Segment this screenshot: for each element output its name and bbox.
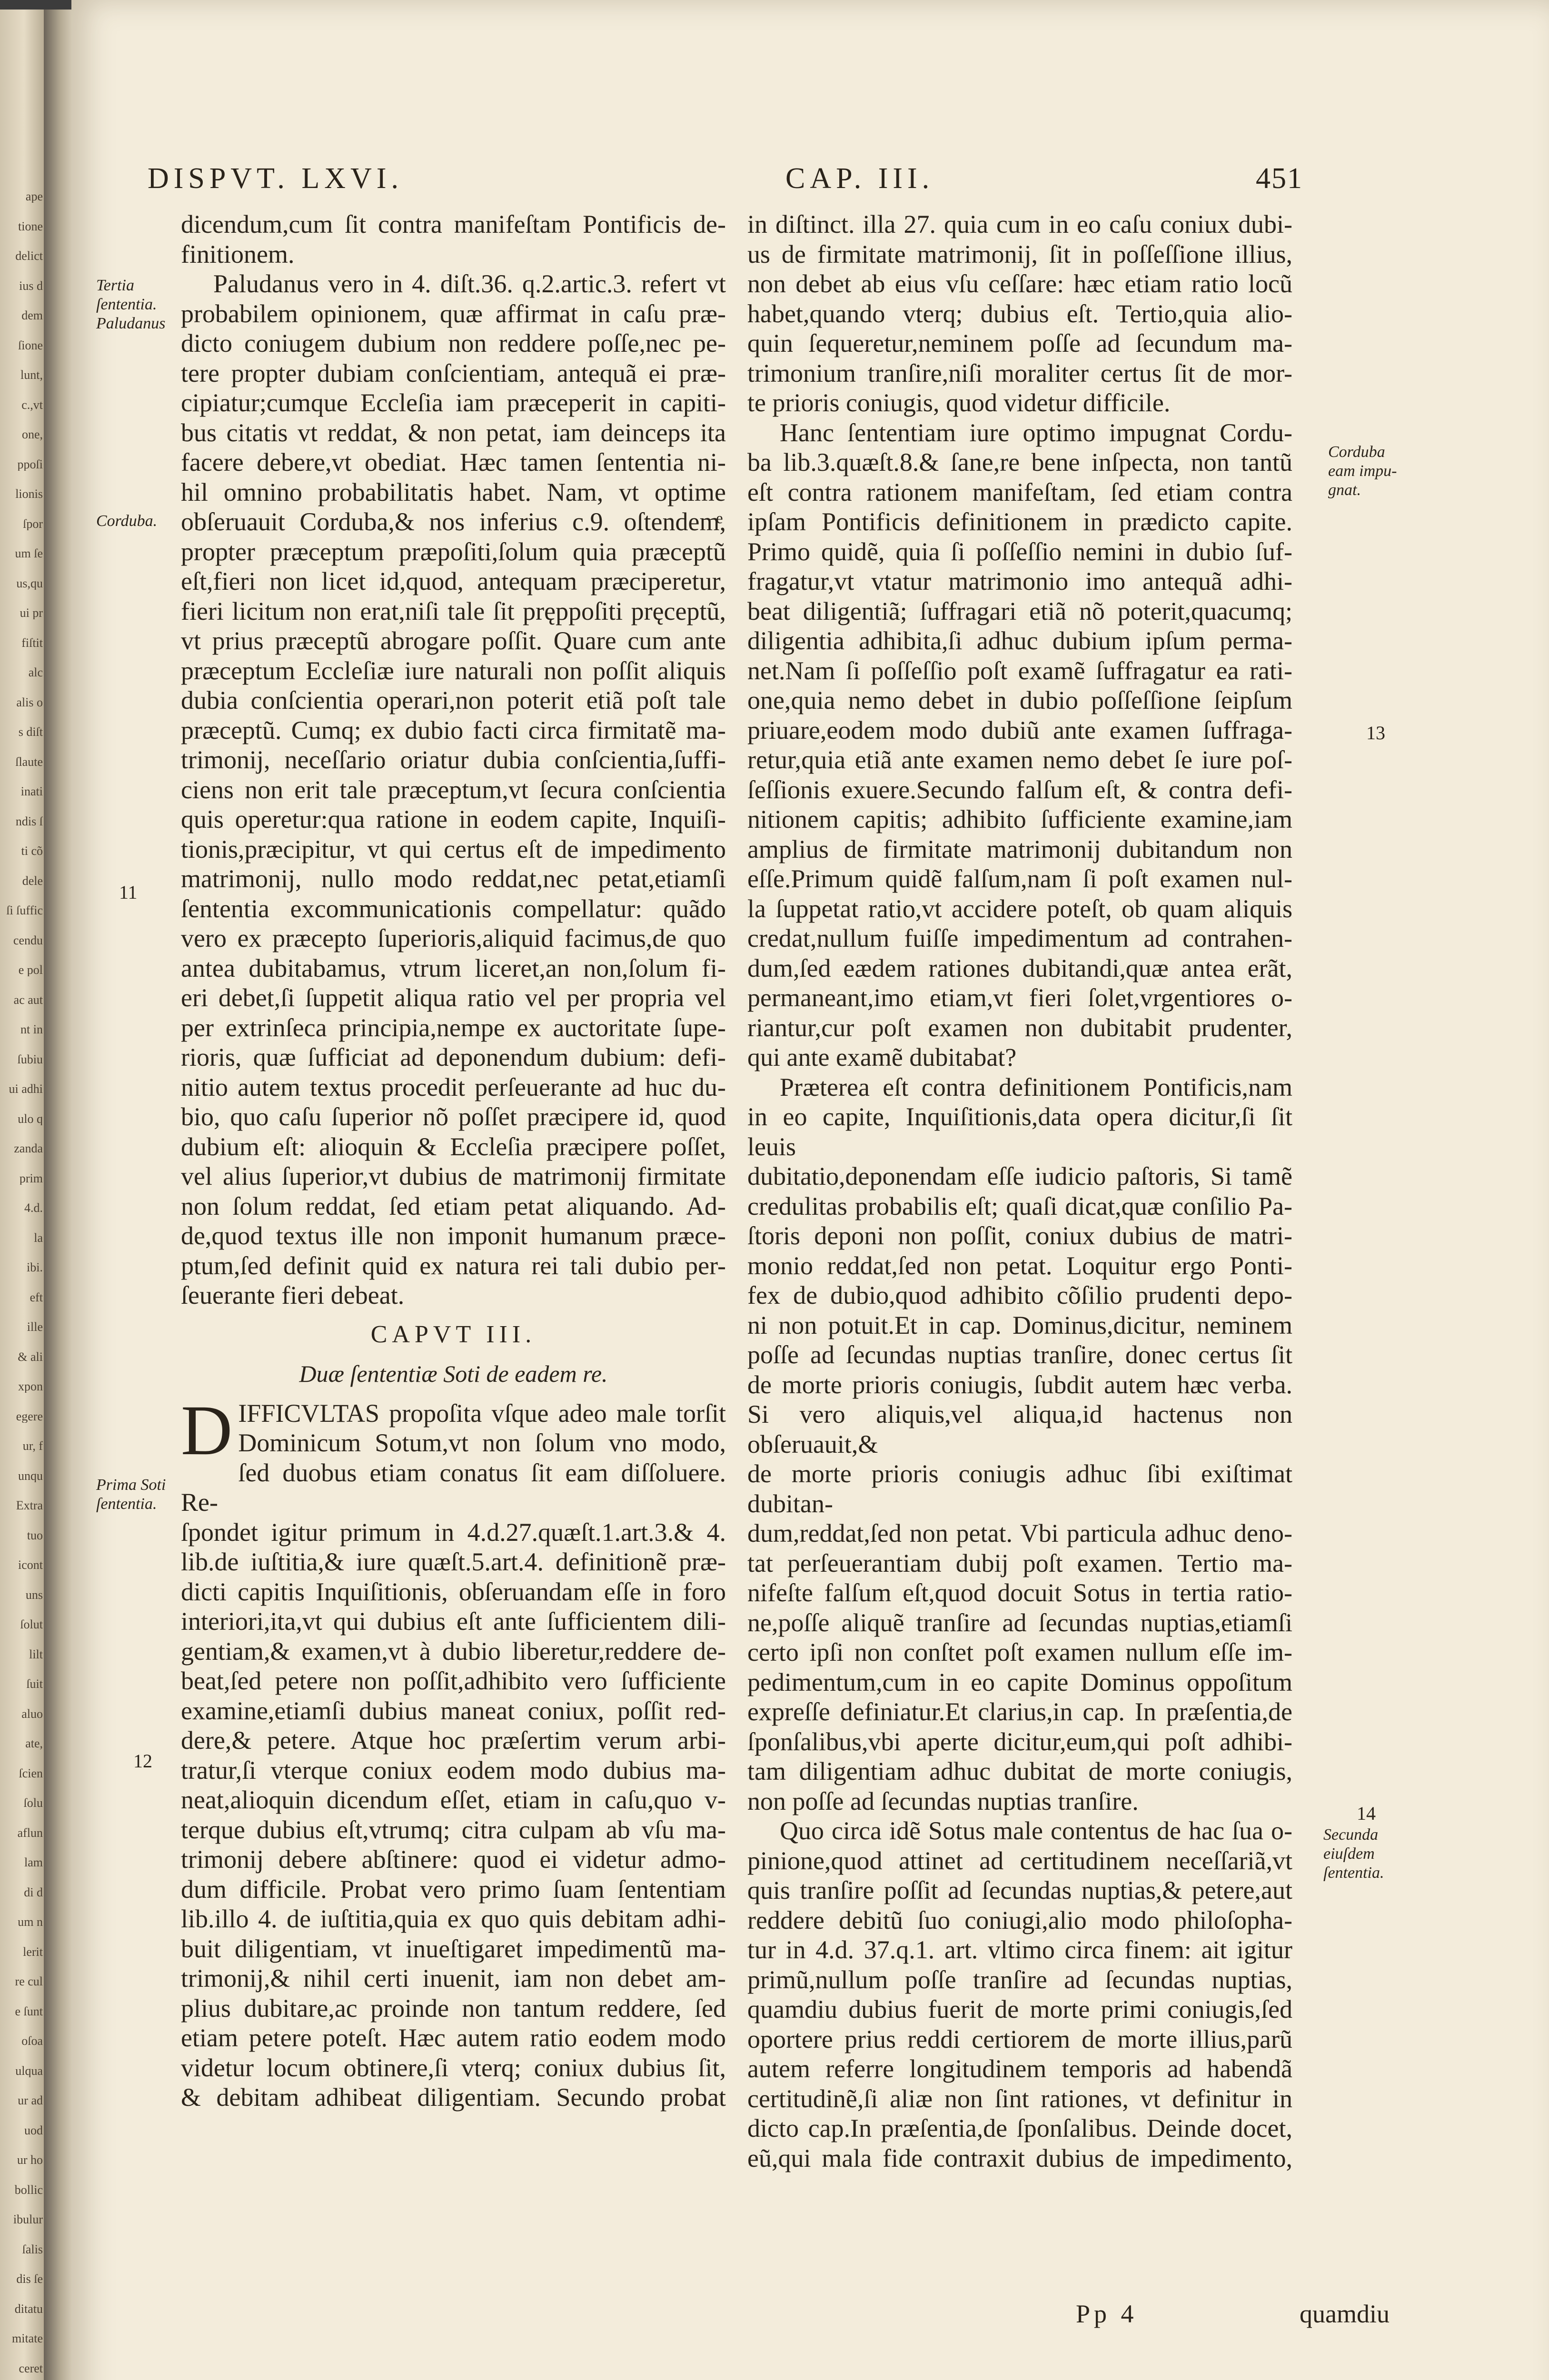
text-line: fragatur,vt vtatur matrimonio imo antequã adhi- bbox=[747, 567, 1292, 595]
text-line: in diſtinct. illa 27. quia cum in eo caſu coniux dubi- bbox=[747, 210, 1292, 238]
running-head-left: DISPVT. LXVI. bbox=[148, 162, 403, 195]
text-line: Præterea eſt contra definitionem Pontificis,nam bbox=[780, 1072, 1292, 1101]
text-line: beat diligentiã; ſuffragari etiã nõ poterit,quacumq; bbox=[747, 596, 1292, 625]
text-line: interiori,ita,vt qui dubius eſt ante ſufficientem dili- bbox=[181, 1607, 726, 1636]
text-line: antea dubitabamus, vtrum liceret,an non,ſolum fi- bbox=[181, 953, 726, 982]
previous-page-fragment: bollic bbox=[14, 2183, 43, 2196]
previous-page-fragment: di d bbox=[24, 1886, 43, 1899]
previous-page-fragment: nt in bbox=[20, 1023, 43, 1036]
text-line: nitionem capitis; adhibito ſufficiente examine,iam bbox=[747, 805, 1292, 833]
text-line: eſt,fieri non licet id,quod, antequam præciperetur, bbox=[181, 567, 726, 595]
text-line: examine,etiamſi dubius maneat coniux, poſſit red- bbox=[181, 1696, 726, 1725]
previous-page-fragment: ur ad bbox=[18, 2094, 43, 2107]
text-line: dubium eſt: alioquin & Eccleſia præcipere poſſet, bbox=[181, 1132, 726, 1161]
previous-page-fragment: re cul bbox=[15, 1975, 43, 1988]
previous-page-fragment: lunt, bbox=[20, 369, 43, 381]
previous-page-fragment: ſuit bbox=[26, 1678, 43, 1690]
previous-page-fragment: ſione bbox=[18, 339, 43, 352]
previous-page-fragment: xpon bbox=[18, 1380, 43, 1393]
right-column bbox=[747, 209, 1292, 2173]
left-column bbox=[181, 209, 726, 2112]
margin-note-prima-soti: Prima Soti ſententia. bbox=[96, 1476, 166, 1513]
drop-cap: D bbox=[181, 1390, 233, 1470]
opening-line: ſed duobus etiam conatus ſit eam diſſoluere. Re- bbox=[181, 1458, 726, 1517]
text-line: non poſſe ad ſecundas nuptias tranſire. bbox=[747, 1786, 1139, 1815]
text-line: fieri licitum non erat,niſi tale ſit pręppoſiti pręceptũ, bbox=[181, 596, 726, 625]
text-line: Si vero aliquis,vel aliqua,id hactenus non obſeruauit,& bbox=[747, 1400, 1292, 1458]
text-line: de,quod textus ille non imponit humanum præce- bbox=[181, 1221, 726, 1250]
previous-page-fragment: dem bbox=[21, 309, 43, 322]
previous-page-fragment: ur ho bbox=[17, 2154, 43, 2166]
text-line: reddere debitũ ſuo coniugi,alio modo philoſopha- bbox=[747, 1905, 1292, 1934]
text-line: nitio autem textus procedit perſeuerante ad huc du- bbox=[181, 1072, 726, 1101]
previous-page-fragment: ndis ſ bbox=[15, 815, 43, 828]
opening-line: Dominicum Sotum,vt non ſolum vno modo, bbox=[238, 1428, 726, 1457]
margin-number-11: 11 bbox=[119, 882, 138, 903]
text-line: terque dubius eſt,vtrumq; citra culpam ab vſu ma- bbox=[181, 1815, 726, 1844]
previous-page-fragment: ſpor bbox=[23, 517, 43, 530]
text-line: neat,alioquin dicendum eſſet, etiam in caſu,quo v- bbox=[181, 1785, 726, 1814]
text-line: pinione,quod attinet ad certitudinem neceſſariã,vt bbox=[747, 1846, 1292, 1875]
text-line: in eo capite, Inquiſitionis,data opera dicitur,ſi ſit leuis bbox=[747, 1102, 1292, 1161]
text-line: facere debere,vt obediat. Hæc tamen ſententia ni- bbox=[181, 448, 726, 476]
text-line: trimonium tranſire,niſi moraliter certus ſit de mor- bbox=[747, 358, 1292, 387]
text-line: ſententia excommunicationis compellatur: quãdo bbox=[181, 894, 726, 923]
previous-page-fragment: delict bbox=[15, 250, 43, 262]
previous-page-fragment: oſoa bbox=[21, 2035, 43, 2047]
previous-page-fragment: ſolu bbox=[23, 1797, 43, 1809]
text-line: ſeuerante fieri debeat. bbox=[181, 1281, 405, 1309]
text-line: per extrinſeca principia,nempe ex auctoritate ſupe- bbox=[181, 1013, 726, 1042]
text-line: one,quia nemo debet in dubio poſſeſſione ſeipſum bbox=[747, 686, 1292, 714]
text-line: ſtoris deponi non poſſit, coniux dubius de matri- bbox=[747, 1221, 1292, 1250]
text-line: tionis,præcipitur, vt qui certus eſt de impedimento bbox=[181, 834, 726, 863]
text-line: amplius de firmitate matrimonij dubitandum non bbox=[747, 834, 1292, 863]
previous-page-fragment: one, bbox=[21, 428, 43, 441]
previous-page-fragment: s diſt bbox=[18, 726, 43, 738]
text-line: diligentia adhibita,ſi adhuc dubium ipſum perma- bbox=[747, 626, 1292, 655]
previous-page-fragment: ſolut bbox=[20, 1618, 43, 1631]
previous-page-edge bbox=[0, 10, 44, 2380]
text-line: ipſam Pontificis definitionem in prædicto capite. bbox=[747, 507, 1292, 536]
text-line: ni non potuit.Et in cap. Dominus,dicitur, neminem bbox=[747, 1310, 1292, 1339]
text-line: credat,nullum fuiſſe impedimentum ad contrahen- bbox=[747, 924, 1292, 952]
text-line: quin ſequeretur,neminem poſſe ad ſecundum ma- bbox=[747, 329, 1292, 357]
previous-page-fragment: ac aut bbox=[13, 993, 43, 1006]
text-line: dicto coniugem dubium non reddere poſſe,nec pe- bbox=[181, 329, 726, 357]
text-line: vero ex præcepto ſuperioris,aliquid facimus,de quo bbox=[181, 924, 726, 952]
text-line: dum,ſed eædem rationes dubitandi,quæ antea erãt, bbox=[747, 953, 1292, 982]
text-line: eſſe.Primum quidẽ falſum,nam ſi poſt examen nul- bbox=[747, 864, 1292, 893]
previous-page-fragment: e pol bbox=[18, 964, 43, 976]
chapter-heading: CAPVT III. bbox=[370, 1320, 536, 1348]
text-line: quis operetur:qua ratione in eodem capite, Inquiſi- bbox=[181, 805, 726, 833]
text-line: lib.illo 4. de iuſtitia,quia ex quo quis debitam adhi- bbox=[181, 1904, 726, 1933]
text-line: la ſuppetat ratio,vt accidere poteſt, ob quam aliquis bbox=[747, 894, 1292, 923]
text-line: net.Nam ſi poſſeſſio poſt examẽ ſuffragatur ea rati- bbox=[747, 656, 1292, 685]
previous-page-fragment: aluo bbox=[21, 1707, 43, 1720]
previous-page-fragment: c.,vt bbox=[21, 398, 43, 411]
text-line: non ſolum reddat, ſed etiam petat aliquando. Ad- bbox=[181, 1191, 726, 1220]
previous-page-fragment: ui pr bbox=[20, 607, 43, 619]
previous-page-fragment: ibulur bbox=[13, 2213, 43, 2226]
text-line: præceptũ. Cumq; ex dubio facti circa firmitatẽ ma- bbox=[181, 715, 726, 744]
text-line: riantur,cur poſt examen non dubitabit prudenter, bbox=[747, 1013, 1292, 1042]
previous-page-fragment: zanda bbox=[14, 1142, 43, 1155]
text-line: eri debet,ſi ſuppetit aliqua ratio vel per propria vel bbox=[181, 983, 726, 1012]
previous-page-fragment: ape bbox=[25, 190, 43, 203]
text-line: eũ,qui mala fide contraxit dubius de impedimento, bbox=[747, 2143, 1292, 2172]
previous-page-fragment: cendu bbox=[13, 934, 43, 947]
text-line: dicendum,cum ſit contra manifeſtam Pontificis de- bbox=[181, 210, 726, 238]
text-line: ciens non erit tale præceptum,vt ſecura conſcientia bbox=[181, 775, 726, 804]
previous-page-fragment: ditatu bbox=[14, 2302, 43, 2315]
text-line: primũ,nullum poſſe tranſire ad ſecundas nuptias, bbox=[747, 1965, 1292, 1994]
text-line: dubitatio,deponendam eſſe iudicio paſtoris, Si tamẽ bbox=[747, 1162, 1292, 1190]
text-line: tratur,ſi vterque coniux eodem modo dubius ma- bbox=[181, 1755, 726, 1785]
previous-page-fragment: unqu bbox=[18, 1469, 43, 1482]
text-line: lib.de iuſtitia,& iure quæſt.5.art.4. definitionẽ præ- bbox=[181, 1547, 726, 1576]
text-line: dicto cap.In præſentia,de ſponſalibus. Deinde docet, bbox=[747, 2114, 1292, 2142]
text-line: buit diligentiam, vt inueſtigaret impedimentũ ma- bbox=[181, 1934, 726, 1963]
text-line: bio, quo caſu ſuperior nõ poſſet præcipere id, quod bbox=[181, 1102, 726, 1131]
text-line: trimonij,& nihil certi inuenit, iam non debet am- bbox=[181, 1964, 726, 1993]
text-line: pedimentum,cum in eo capite Dominus oppoſitum bbox=[747, 1667, 1292, 1696]
text-line: dere,& petere. Atque hoc præſertim verum arbi- bbox=[181, 1726, 726, 1755]
margin-note-secunda: Secunda eiuſdem ſententia. bbox=[1323, 1826, 1384, 1882]
text-line: ptum,ſed definit quid ex natura rei tali dubio per- bbox=[181, 1251, 726, 1280]
previous-page-fragment: egere bbox=[16, 1410, 43, 1423]
previous-page-fragment: icont bbox=[18, 1559, 43, 1571]
text-line: finitionem. bbox=[181, 239, 295, 268]
previous-page-fragment: 4.d. bbox=[24, 1202, 43, 1214]
text-line: ſponſalibus,vbi aperte dicitur,eum,qui poſt adhibi- bbox=[747, 1727, 1292, 1756]
text-line: ſeſſionis exuere.Secundo falſum eſt, & contra defi- bbox=[747, 775, 1292, 804]
previous-page-fragment: mitate bbox=[12, 2332, 43, 2345]
previous-page-fragment: ſalis bbox=[22, 2243, 43, 2256]
text-line: permaneant,imo etiam,vt fieri ſolet,vrgentiores o- bbox=[747, 983, 1292, 1012]
previous-page-fragment: ulo q bbox=[18, 1112, 43, 1125]
text-line: ne,poſſe aliquẽ tranſire ad ſecundas nuptias,etiamſi bbox=[747, 1608, 1292, 1637]
previous-page-fragment: ſubiu bbox=[17, 1053, 43, 1066]
left-column-text-2 bbox=[181, 1517, 726, 2112]
text-line: rioris, quæ ſufficiat ad deponendum dubium: defi- bbox=[181, 1043, 726, 1071]
previous-page-fragment: ur, f bbox=[22, 1440, 43, 1452]
catchword: quamdiu bbox=[1300, 2300, 1390, 2328]
previous-page-fragment: ius d bbox=[19, 279, 43, 292]
text-line: expreſſe definiatur.Et clarius,in cap. In præſentia,de bbox=[747, 1697, 1292, 1726]
previous-page-fragment: ibi. bbox=[27, 1261, 43, 1274]
text-line: tere propter dubiam conſcientiam, antequã ei præ- bbox=[181, 358, 726, 387]
text-line: credulitas probabilis eſt; quaſi dicat,quæ conſilio Pa- bbox=[747, 1191, 1292, 1220]
previous-page-fragment: dis ſe bbox=[16, 2273, 43, 2285]
text-line: beat,ſed petere non poſſit,adhibito vero ſufficiente bbox=[181, 1666, 726, 1695]
text-line: matrimonij, nullo modo reddat,nec petat,etiamſi bbox=[181, 864, 726, 893]
text-line: habet,quando vterq; dubius eſt. Tertio,quia alio- bbox=[747, 299, 1292, 328]
previous-page-fragment: uns bbox=[25, 1588, 43, 1601]
previous-page-fragment: uod bbox=[24, 2124, 43, 2137]
text-line: dicti capitis Inquiſitionis, obſeruandam eſſe in foro bbox=[181, 1577, 726, 1606]
text-line: nifeſte falſum eſt,quod docuit Sotus in tertia ratio- bbox=[747, 1578, 1292, 1607]
text-line: Paludanus vero in 4. diſt.36. q.2.artic.3. refert vt bbox=[213, 269, 726, 298]
previous-page-fragment: ſi ſuffic bbox=[6, 904, 43, 917]
previous-page-fragment: inati bbox=[20, 785, 43, 798]
text-line: & debitam adhibeat diligentiam. Secundo probat bbox=[181, 2083, 726, 2112]
text-line: etiam petere poteſt. Hæc autem ratio eodem modo bbox=[181, 2023, 726, 2052]
previous-page-fragment: fiſtit bbox=[21, 636, 43, 649]
previous-page-fragment: aflun bbox=[17, 1826, 43, 1839]
text-line: quis tranſire poſſit ad ſecundas nuptias,& petere,aut bbox=[747, 1876, 1292, 1904]
margin-note-corduba-impugnat: Corduba eam impu- gnat. bbox=[1328, 443, 1397, 499]
running-head-center: CAP. III. bbox=[785, 162, 934, 195]
text-line: de morte prioris coniugis adhuc ſibi exiſtimat dubitan- bbox=[747, 1459, 1292, 1518]
left-column-text-1 bbox=[181, 209, 726, 1310]
text-line: retur,quia etiã ante examen nemo debet ſe iure poſ- bbox=[747, 745, 1292, 774]
text-line: qui ante examẽ dubitabat? bbox=[747, 1043, 1017, 1071]
previous-page-fragment: la bbox=[34, 1231, 43, 1244]
previous-page-fragment: dele bbox=[22, 874, 43, 887]
previous-page-fragment: tione bbox=[18, 220, 43, 233]
previous-page-fragment: & ali bbox=[18, 1350, 43, 1363]
page-leaf bbox=[71, 0, 1549, 2380]
text-line: autem referre longitudinem temporis ad habendã bbox=[747, 2054, 1292, 2083]
text-line: non debet ab eius vſu ceſſare: hæc etiam ratio locũ bbox=[747, 269, 1292, 298]
text-line: plius dubitare,ac proinde non tantum reddere, ſed bbox=[181, 1993, 726, 2023]
previous-page-fragment: lerit bbox=[23, 1945, 43, 1958]
previous-page-fragment: Extra bbox=[16, 1499, 43, 1512]
previous-page-fragment: alis o bbox=[16, 696, 43, 709]
signature-mark: Pp 4 bbox=[1076, 2300, 1138, 2328]
text-line: poſſe ad ſecundas nuptias tranſire, donec certus ſit bbox=[747, 1340, 1292, 1369]
margin-note-corduba: Corduba. bbox=[96, 512, 158, 530]
previous-page-fragment: lam bbox=[24, 1856, 43, 1869]
text-line: de morte prioris coniugis, ſubdit autem hæc verba. bbox=[747, 1370, 1292, 1399]
text-line: Primo quidẽ, quia ſi poſſeſſio nemini in dubio ſuf- bbox=[747, 537, 1292, 566]
previous-page-fragment: ppoſi bbox=[17, 458, 43, 471]
previous-page-fragment: ti cõ bbox=[21, 845, 43, 857]
margin-number-12: 12 bbox=[133, 1750, 152, 1772]
text-line: ſpondet igitur primum in 4.d.27.quæſt.1.art.3.& 4. bbox=[181, 1517, 726, 1547]
previous-page-fragment: prim bbox=[19, 1172, 43, 1185]
previous-page-fragment: ille bbox=[27, 1321, 43, 1333]
previous-page-fragment: ui adhi bbox=[9, 1083, 43, 1095]
previous-page-fragment: ulqua bbox=[15, 2064, 43, 2077]
text-line: videtur locum obtinere,ſi vterq; coniux dubius ſit, bbox=[181, 2053, 726, 2082]
previous-page-fragment: ſcien bbox=[19, 1767, 43, 1780]
previous-page-fragment: us,qu bbox=[16, 577, 43, 590]
text-line: Quo circa idẽ Sotus male contentus de hac ſua o- bbox=[780, 1816, 1292, 1845]
text-line: monio reddat,ſed non petat. Loquitur ergo Ponti- bbox=[747, 1251, 1292, 1280]
text-line: trimonij, neceſſario oriatur dubia conſcientia,ſuffi- bbox=[181, 745, 726, 774]
text-line: hil omnino probabilitatis habet. Nam, vt optime bbox=[181, 477, 726, 506]
text-line: vt prius præceptũ abrogare poſſit. Quare cum ante bbox=[181, 626, 726, 655]
text-line: priuare,eodem modo dubiũ ante examen ſuffraga- bbox=[747, 715, 1292, 744]
text-line: dum,reddat,ſed non petat. Vbi particula adhuc deno- bbox=[747, 1519, 1292, 1547]
margin-number-14: 14 bbox=[1357, 1803, 1376, 1824]
text-line: tam diligentiam adhuc dubitat de morte coniugis, bbox=[747, 1757, 1292, 1785]
opening-line: IFFICVLTAS propoſita vſque adeo male torſit bbox=[238, 1398, 726, 1428]
previous-page-fragment: um n bbox=[18, 1916, 43, 1928]
text-line: propter præceptum præpoſiti,ſolum quia præceptũ bbox=[181, 537, 726, 566]
previous-page-fragment: e ſunt bbox=[15, 2005, 43, 2018]
text-line: bus citatis vt reddat, & non petat, iam deinceps ita bbox=[181, 418, 726, 447]
previous-page-fragment: lionis bbox=[15, 488, 43, 500]
text-line: te prioris coniugis, quod videtur difficile. bbox=[747, 388, 1171, 417]
text-line: us de firmitate matrimonij, ſit in poſſeſſione illius, bbox=[747, 239, 1292, 268]
page-number: 451 bbox=[1256, 162, 1303, 195]
text-line: vel alius ſuperior,vt dubius de matrimonij firmitate bbox=[181, 1162, 726, 1190]
text-line: fex de dubio,quod adhibito cõſilio prudenti depo- bbox=[747, 1281, 1292, 1309]
text-line: eſt contra rationem manifeſtam, ſed etiam contra bbox=[747, 477, 1292, 506]
chapter-opening bbox=[181, 1390, 726, 1517]
text-line: quamdiu dubius fuerit de morte primi coniugis,ſed bbox=[747, 1995, 1292, 2023]
previous-page-fragment: um ſe bbox=[15, 547, 43, 560]
text-line: oportere prius reddi certiorem de morte illius,parũ bbox=[747, 2024, 1292, 2053]
text-line: tat perſeuerantiam dubij poſt examen. Tertio ma- bbox=[747, 1548, 1292, 1577]
previous-page-fragment: ceret bbox=[19, 2362, 43, 2375]
text-line: Hanc ſententiam iure optimo impugnat Cordu- bbox=[780, 418, 1292, 447]
chapter-subtitle: Duæ ſententiæ Soti de eadem re. bbox=[299, 1360, 608, 1387]
previous-page-fragment: eft bbox=[30, 1291, 43, 1304]
text-line: certo ipſi non conſtet poſt examen nullum eſſe im- bbox=[747, 1638, 1292, 1666]
text-line: dum difficile. Probat vero primo ſuam ſententiam bbox=[181, 1874, 726, 1904]
text-line: obſeruauit Corduba,& nos inferius c.9. oſtendemͤ, bbox=[181, 507, 726, 536]
margin-number-13: 13 bbox=[1366, 722, 1385, 744]
text-line: præceptum Eccleſiæ iure naturali non poſſit aliquis bbox=[181, 656, 726, 685]
text-line: gentiam,& examen,vt à dubio liberetur,reddere de- bbox=[181, 1636, 726, 1666]
previous-page-fragment: lilt bbox=[29, 1648, 43, 1661]
previous-page-fragment: alc bbox=[28, 666, 43, 679]
text-line: ba lib.3.quæſt.8.& ſane,re bene inſpecta, non tantũ bbox=[747, 448, 1292, 476]
text-line: dubia conſcientia operari,non poterit etiã poſt tale bbox=[181, 686, 726, 714]
margin-note-tertia: Tertia ſententia. Paludanus bbox=[96, 277, 166, 332]
previous-page-fragment: tuo bbox=[27, 1529, 43, 1542]
previous-page-fragment: ſlaute bbox=[15, 755, 43, 768]
text-line: cipiatur;cumque Eccleſia iam præceperit in capiti- bbox=[181, 388, 726, 417]
text-line: trimonij debere abſtinere: quod ei videtur admo- bbox=[181, 1845, 726, 1874]
text-line: tur in 4.d. 37.q.1. art. vltimo circa finem: ait igitur bbox=[747, 1935, 1292, 1964]
previous-page-fragment: ate, bbox=[25, 1737, 43, 1750]
text-line: certitudinẽ,ſi aliæ non ſint rationes, vt definitur in bbox=[747, 2084, 1292, 2113]
text-line: probabilem opinionem, quæ affirmat in caſu præ- bbox=[181, 299, 726, 328]
